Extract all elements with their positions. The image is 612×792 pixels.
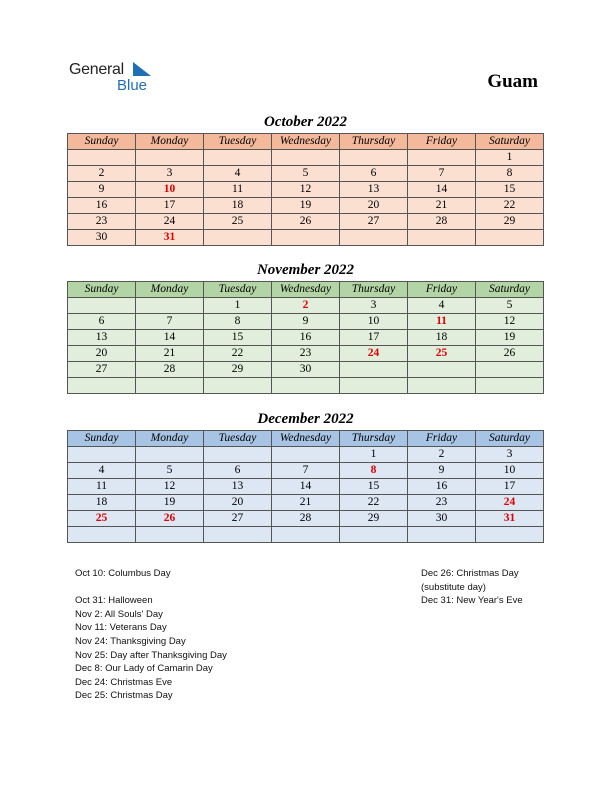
day-cell: 2 (68, 166, 136, 182)
weekday-header: Thursday (340, 134, 408, 150)
week-row (68, 298, 544, 314)
day-cell: 23 (272, 346, 340, 362)
day-cell (340, 362, 408, 378)
holiday-note: Dec 31: New Year's Eve (421, 595, 523, 607)
day-cell: 19 (136, 495, 204, 511)
day-cell: 29 (204, 362, 272, 378)
day-cell: 6 (204, 463, 272, 479)
day-cell: 24 (136, 214, 204, 230)
day-cell: 30 (272, 362, 340, 378)
day-cell: 25 (408, 346, 476, 362)
month-title: October 2022 (264, 114, 347, 130)
day-cell: 9 (272, 314, 340, 330)
day-cell: 14 (136, 330, 204, 346)
weekday-header: Saturday (476, 431, 544, 447)
week-row (68, 198, 544, 214)
day-cell (204, 230, 272, 246)
day-cell: 22 (340, 495, 408, 511)
day-cell: 22 (204, 346, 272, 362)
day-cell: 27 (340, 214, 408, 230)
day-cell (204, 378, 272, 394)
weekday-header: Thursday (340, 431, 408, 447)
day-cell: 13 (204, 479, 272, 495)
day-cell (68, 378, 136, 394)
month-november (67, 259, 544, 394)
day-cell: 23 (68, 214, 136, 230)
day-cell: 29 (340, 511, 408, 527)
holiday-notes-left (75, 567, 227, 703)
logo-text-general: General (69, 61, 124, 78)
week-row (68, 182, 544, 198)
holiday-note: Nov 11: Veterans Day (75, 622, 167, 634)
day-cell: 15 (340, 479, 408, 495)
day-cell (476, 378, 544, 394)
day-cell: 2 (272, 298, 340, 314)
day-cell: 14 (408, 182, 476, 198)
day-cell: 7 (272, 463, 340, 479)
day-cell: 18 (408, 330, 476, 346)
holiday-note: Nov 24: Thanksgiving Day (75, 635, 186, 647)
calendar-table (67, 133, 544, 246)
weekday-header: Sunday (68, 431, 136, 447)
week-row (68, 166, 544, 182)
day-cell (340, 378, 408, 394)
day-cell (68, 150, 136, 166)
calendar-table (67, 430, 544, 543)
logo-flag-icon (133, 62, 153, 78)
month-title: November 2022 (256, 262, 355, 278)
weekday-header: Friday (408, 282, 476, 298)
week-row (68, 511, 544, 527)
day-cell: 25 (68, 511, 136, 527)
day-cell: 31 (136, 230, 204, 246)
day-cell (340, 150, 408, 166)
week-row (68, 330, 544, 346)
week-row (68, 463, 544, 479)
weekday-header: Sunday (68, 134, 136, 150)
day-cell: 28 (136, 362, 204, 378)
day-cell: 26 (272, 214, 340, 230)
day-cell: 12 (476, 314, 544, 330)
day-cell: 23 (408, 495, 476, 511)
day-cell: 10 (476, 463, 544, 479)
day-cell: 15 (204, 330, 272, 346)
day-cell: 12 (272, 182, 340, 198)
day-cell: 1 (476, 150, 544, 166)
day-cell (272, 527, 340, 543)
day-cell (68, 447, 136, 463)
weekday-header: Saturday (476, 134, 544, 150)
holiday-notes-right (421, 567, 523, 608)
day-cell (408, 378, 476, 394)
weekday-header: Monday (136, 134, 204, 150)
day-cell (408, 527, 476, 543)
month-october (67, 111, 544, 246)
day-cell: 14 (272, 479, 340, 495)
day-cell: 17 (136, 198, 204, 214)
week-row (68, 479, 544, 495)
day-cell: 8 (204, 314, 272, 330)
weekday-header: Tuesday (204, 282, 272, 298)
month-title: December 2022 (257, 411, 354, 427)
week-row (68, 150, 544, 166)
day-cell: 20 (340, 198, 408, 214)
day-cell (476, 362, 544, 378)
day-cell: 26 (136, 511, 204, 527)
holiday-note: (substitute day) (421, 581, 486, 593)
weekday-header: Monday (136, 431, 204, 447)
calendar-table (67, 281, 544, 394)
day-cell: 9 (68, 182, 136, 198)
day-cell: 4 (68, 463, 136, 479)
day-cell: 22 (476, 198, 544, 214)
day-cell: 16 (408, 479, 476, 495)
week-row (68, 230, 544, 246)
day-cell: 9 (408, 463, 476, 479)
holiday-note: Dec 25: Christmas Day (75, 690, 173, 702)
weekday-header: Saturday (476, 282, 544, 298)
day-cell: 17 (340, 330, 408, 346)
day-cell (408, 362, 476, 378)
day-cell: 13 (68, 330, 136, 346)
day-cell: 24 (340, 346, 408, 362)
day-cell: 5 (136, 463, 204, 479)
day-cell: 19 (272, 198, 340, 214)
weekday-header-row (68, 134, 544, 150)
day-cell: 29 (476, 214, 544, 230)
day-cell (204, 447, 272, 463)
holiday-note: Dec 8: Our Lady of Camarin Day (75, 663, 213, 675)
day-cell: 21 (136, 346, 204, 362)
weekday-header: Thursday (340, 282, 408, 298)
day-cell: 25 (204, 214, 272, 230)
holiday-note: Nov 2: All Souls' Day (75, 608, 163, 620)
day-cell: 1 (340, 447, 408, 463)
day-cell: 10 (340, 314, 408, 330)
day-cell: 12 (136, 479, 204, 495)
weekday-header: Wednesday (272, 431, 340, 447)
day-cell: 5 (476, 298, 544, 314)
day-cell: 11 (68, 479, 136, 495)
day-cell: 16 (272, 330, 340, 346)
day-cell: 8 (340, 463, 408, 479)
day-cell: 3 (340, 298, 408, 314)
day-cell: 3 (136, 166, 204, 182)
day-cell: 3 (476, 447, 544, 463)
day-cell: 1 (204, 298, 272, 314)
holiday-note: Dec 24: Christmas Eve (75, 676, 173, 688)
weekday-header-row (68, 282, 544, 298)
day-cell: 6 (340, 166, 408, 182)
day-cell: 21 (408, 198, 476, 214)
day-cell: 16 (68, 198, 136, 214)
day-cell (476, 527, 544, 543)
day-cell (68, 298, 136, 314)
week-row (68, 214, 544, 230)
weekday-header: Tuesday (204, 134, 272, 150)
day-cell (340, 230, 408, 246)
day-cell (204, 527, 272, 543)
day-cell: 13 (340, 182, 408, 198)
day-cell (136, 447, 204, 463)
day-cell: 28 (408, 214, 476, 230)
day-cell (408, 230, 476, 246)
day-cell: 2 (408, 447, 476, 463)
week-row (68, 346, 544, 362)
week-row (68, 314, 544, 330)
week-row (68, 378, 544, 394)
day-cell (136, 527, 204, 543)
day-cell: 17 (476, 479, 544, 495)
weekday-header: Wednesday (272, 282, 340, 298)
week-row (68, 495, 544, 511)
day-cell: 11 (204, 182, 272, 198)
day-cell: 7 (136, 314, 204, 330)
day-cell (136, 298, 204, 314)
day-cell: 20 (204, 495, 272, 511)
holiday-note (75, 581, 227, 595)
weekday-header: Wednesday (272, 134, 340, 150)
holiday-note: Oct 31: Halloween (75, 595, 153, 607)
weekday-header-row (68, 431, 544, 447)
country-name: Guam (487, 71, 538, 92)
day-cell: 27 (204, 511, 272, 527)
day-cell: 31 (476, 511, 544, 527)
day-cell: 30 (68, 230, 136, 246)
weekday-header: Sunday (68, 282, 136, 298)
day-cell: 18 (204, 198, 272, 214)
weekday-header: Friday (408, 431, 476, 447)
week-row (68, 527, 544, 543)
holiday-note: Oct 10: Columbus Day (75, 568, 171, 579)
day-cell: 4 (204, 166, 272, 182)
day-cell: 24 (476, 495, 544, 511)
logo (69, 61, 159, 97)
day-cell (272, 230, 340, 246)
day-cell: 21 (272, 495, 340, 511)
week-row (68, 447, 544, 463)
day-cell: 15 (476, 182, 544, 198)
holiday-note: Nov 25: Day after Thanksgiving Day (75, 649, 227, 661)
logo-text-blue: Blue (117, 77, 148, 94)
day-cell: 7 (408, 166, 476, 182)
day-cell: 20 (68, 346, 136, 362)
week-row (68, 362, 544, 378)
day-cell (272, 447, 340, 463)
day-cell (476, 230, 544, 246)
day-cell (68, 527, 136, 543)
day-cell (136, 150, 204, 166)
day-cell (272, 150, 340, 166)
weekday-header: Monday (136, 282, 204, 298)
day-cell: 28 (272, 511, 340, 527)
weekday-header: Friday (408, 134, 476, 150)
day-cell (272, 378, 340, 394)
day-cell: 26 (476, 346, 544, 362)
day-cell (340, 527, 408, 543)
day-cell: 8 (476, 166, 544, 182)
day-cell: 30 (408, 511, 476, 527)
day-cell: 19 (476, 330, 544, 346)
day-cell: 4 (408, 298, 476, 314)
month-december (67, 408, 544, 543)
holiday-note: Dec 26: Christmas Day (421, 568, 519, 579)
day-cell (204, 150, 272, 166)
day-cell (408, 150, 476, 166)
day-cell: 18 (68, 495, 136, 511)
weekday-header: Tuesday (204, 431, 272, 447)
day-cell: 6 (68, 314, 136, 330)
day-cell: 27 (68, 362, 136, 378)
day-cell: 11 (408, 314, 476, 330)
day-cell: 5 (272, 166, 340, 182)
day-cell (136, 378, 204, 394)
day-cell: 10 (136, 182, 204, 198)
